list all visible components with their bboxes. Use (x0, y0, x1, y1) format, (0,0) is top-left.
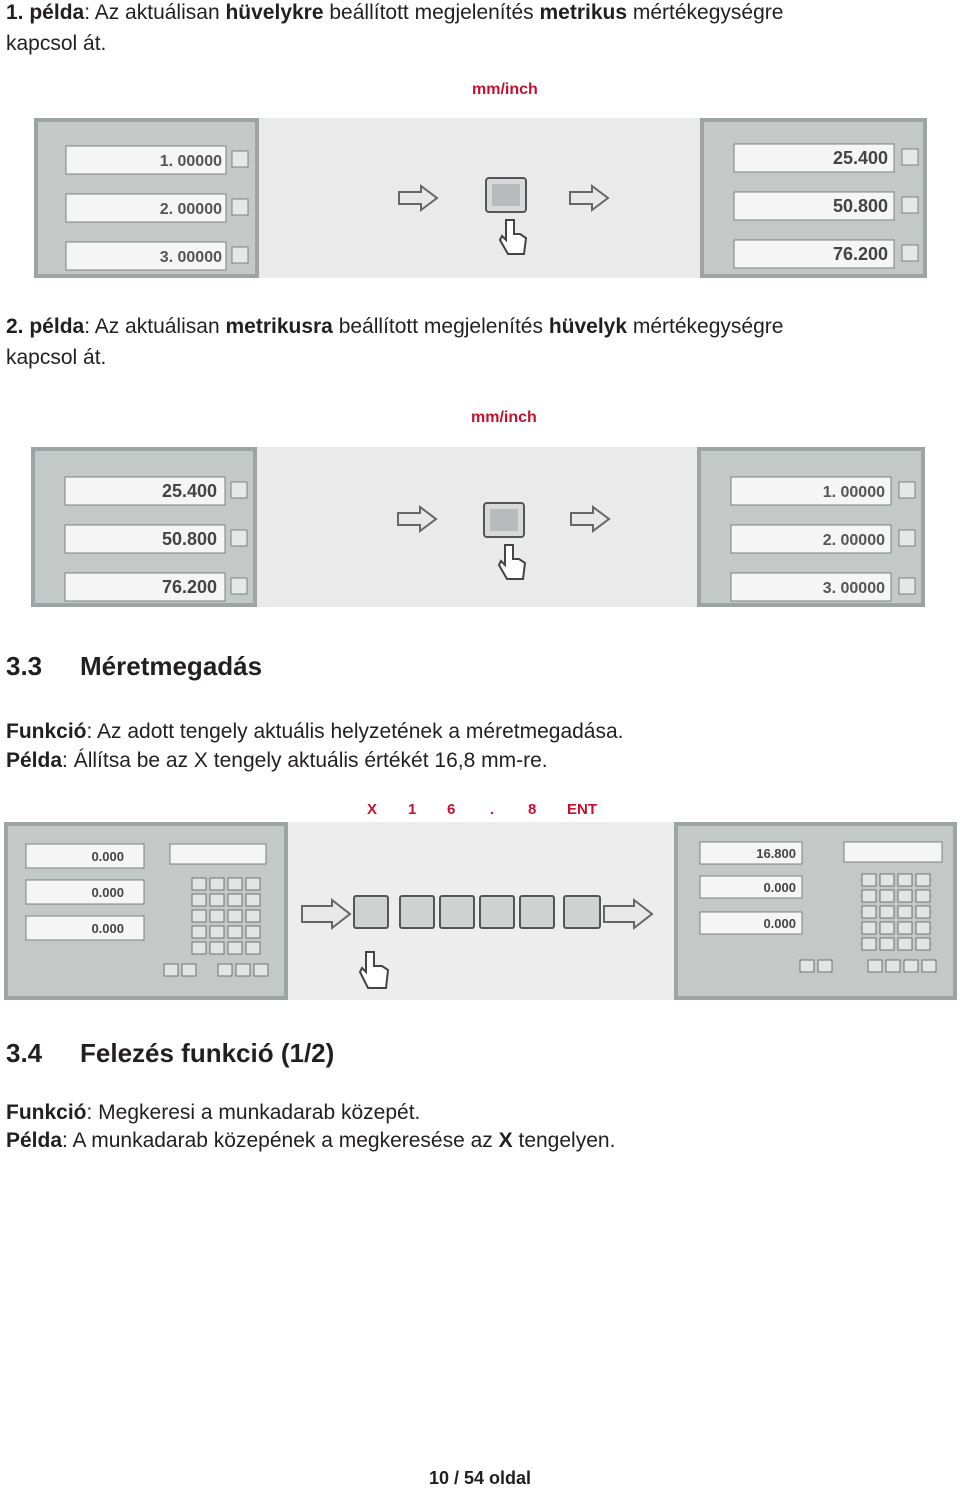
function-label: Funkció (6, 1101, 87, 1124)
readout-y: 50.800 (832, 196, 888, 216)
readout-x: 25.400 (832, 148, 888, 168)
function-label: Funkció (6, 720, 87, 743)
section-3-3-example (6, 745, 548, 776)
axis-name: X (498, 1129, 513, 1152)
example-text: tengelyen. (512, 1129, 616, 1152)
mm-inch-key-label: mm/inch (471, 409, 537, 426)
section-3-4-example (6, 1125, 615, 1156)
text: mértékegységre (627, 315, 784, 338)
readout-z: 76.200 (161, 577, 217, 597)
bold-text: metrikusra (225, 315, 333, 338)
bold-text: hüvelyk (548, 315, 628, 338)
readout-y: 2. 00000 (822, 532, 885, 549)
example-label: Példa (6, 1129, 63, 1152)
readout-x: 25.400 (161, 481, 217, 501)
dro-panel-before (34, 118, 259, 278)
page-word: oldal (484, 1468, 532, 1488)
readout-y: 50.800 (161, 529, 217, 549)
key-sequence (0, 801, 960, 821)
dro-panel-after (674, 822, 957, 1000)
key-x: X (367, 801, 378, 818)
function-text: : Az adott tengely aktuális helyzetének a méretmegadása. (86, 720, 624, 743)
readout-y: 0.000 (763, 880, 796, 895)
section-number: 3.4 (6, 1038, 43, 1068)
readout-x: 0.000 (91, 849, 124, 864)
dro-panel-after (697, 447, 925, 607)
readout-x: 16.800 (756, 846, 796, 861)
example1-line2: kapcsol át. (6, 32, 107, 55)
example1-label: 1. példa (6, 1, 85, 24)
readout-y: 0.000 (91, 885, 124, 900)
bold-text: hüvelykre (225, 1, 324, 24)
key-6: 6 (447, 801, 456, 818)
example2-line2: kapcsol át. (6, 346, 107, 369)
section-title: Felezés funkció (1/2) (80, 1038, 335, 1068)
dro-panel-before (4, 822, 288, 1000)
text: Az aktuálisan (94, 315, 226, 338)
readout-y: 2. 00000 (159, 201, 222, 218)
mm-inch-key-label: mm/inch (472, 81, 538, 98)
mm-inch-key-icon (484, 503, 524, 537)
readout-x: 1. 00000 (822, 484, 885, 501)
page-footer (0, 1468, 960, 1489)
example-text: : Állítsa be az X tengely aktuális értékét 16,8 mm-re. (62, 749, 548, 772)
example-label: Példa (6, 749, 63, 772)
text: beállított megjelenítés (332, 315, 549, 338)
section-3-4-function (6, 1097, 420, 1128)
sep: : (84, 315, 95, 338)
readout-z: 3. 00000 (159, 249, 222, 266)
example1-line1 (6, 0, 783, 28)
section-3-4-heading (6, 1038, 334, 1069)
section-3-3-figure (4, 822, 957, 1000)
dro-panel-after (700, 118, 927, 278)
text: mértékegységre (627, 1, 784, 24)
text: Az aktuálisan (94, 1, 226, 24)
readout-z: 76.200 (832, 244, 888, 264)
page-sep: / (448, 1468, 464, 1488)
example2-label: 2. példa (6, 315, 85, 338)
example2-figure (31, 447, 925, 607)
section-number: 3.3 (6, 651, 43, 681)
page-number: 10 (428, 1468, 449, 1488)
readout-x: 1. 00000 (159, 153, 222, 170)
key-1: 1 (408, 801, 417, 818)
section-3-3-heading (6, 651, 262, 682)
text: beállított megjelenítés (323, 1, 540, 24)
page-total: 54 (464, 1468, 485, 1488)
bold-text: metrikus (539, 1, 628, 24)
sep: : (84, 1, 95, 24)
function-text: : Megkeresi a munkadarab közepét. (86, 1101, 421, 1124)
example1-figure (34, 118, 927, 278)
mm-inch-key-icon (486, 178, 526, 212)
readout-z: 0.000 (91, 921, 124, 936)
section-title: Méretmegadás (80, 651, 263, 681)
example2-line1 (6, 311, 783, 342)
key-dot: . (490, 801, 495, 818)
dro-panel-before (31, 447, 257, 607)
key-8: 8 (528, 801, 537, 818)
readout-z: 3. 00000 (822, 580, 885, 597)
example-text: : A munkadarab közepének a megkeresése az (62, 1129, 499, 1152)
key-ent: ENT (567, 801, 597, 818)
readout-z: 0.000 (763, 916, 796, 931)
section-3-3-function (6, 716, 624, 747)
